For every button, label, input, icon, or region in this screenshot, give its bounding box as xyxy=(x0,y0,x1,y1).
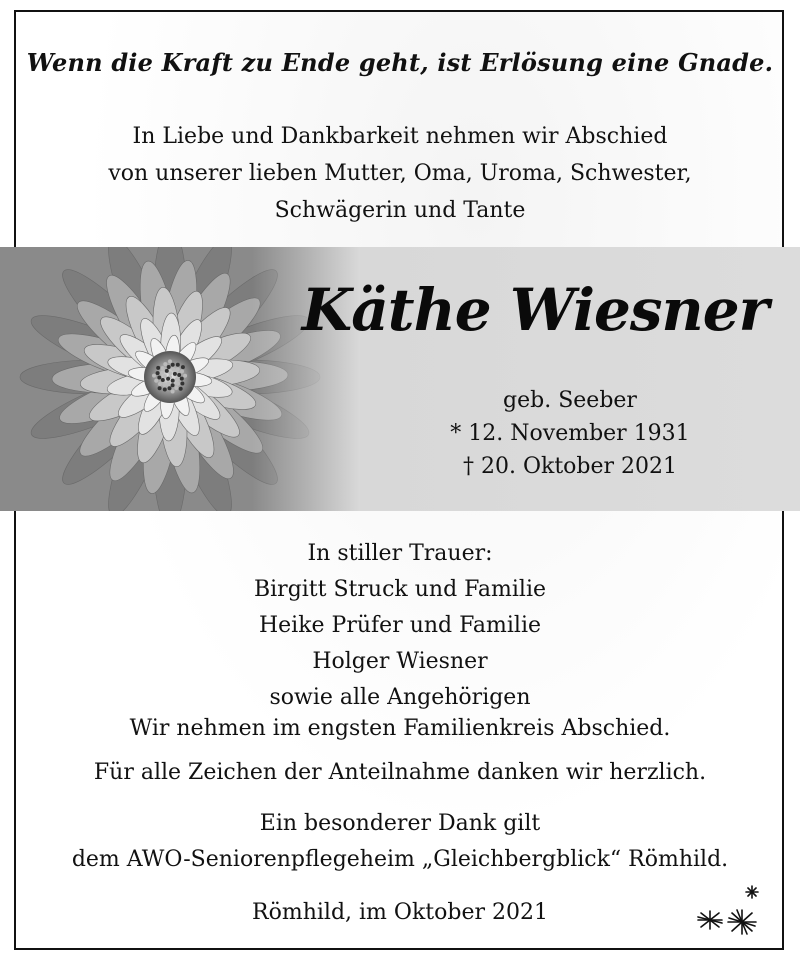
mourner: sowie alle Angehörigen xyxy=(269,685,531,710)
intro-text xyxy=(0,118,800,229)
mourners-list xyxy=(0,536,800,716)
special-thanks xyxy=(0,806,800,878)
thanks-text: Für alle Zeichen der Anteilnahme danken wir herzlich. xyxy=(93,760,707,785)
intro-line: von unserer lieben Mutter, Oma, Uroma, Schwester, xyxy=(108,161,692,186)
maiden-name: geb. Seeber xyxy=(503,388,637,413)
intro-line: In Liebe und Dankbarkeit nehmen wir Abschied xyxy=(132,124,668,149)
special-thanks-line: Ein besonderer Dank gilt xyxy=(259,811,541,836)
place-date: Römhild, im Oktober 2021 xyxy=(252,900,548,925)
farewell-text: Wir nehmen im engsten Familienkreis Abschied. xyxy=(129,716,671,741)
intro-line: Schwägerin und Tante xyxy=(274,198,526,223)
special-thanks-line: dem AWO-Seniorenpflegeheim „Gleichbergblick“ Römhild. xyxy=(71,847,729,872)
mourner: Holger Wiesner xyxy=(312,649,488,674)
mourner: Heike Prüfer und Familie xyxy=(258,613,542,638)
motto: Wenn die Kraft zu Ende geht, ist Erlösung eine Gnade. xyxy=(26,48,774,77)
mourner: Birgitt Struck und Familie xyxy=(253,577,547,602)
deceased-name: Käthe Wiesner xyxy=(301,276,769,344)
pine-sprigs-icon xyxy=(690,878,770,942)
death-date: † 20. Oktober 2021 xyxy=(462,454,678,479)
life-dates xyxy=(400,384,740,483)
mourners-heading: In stiller Trauer: xyxy=(307,541,493,566)
birth-date: * 12. November 1931 xyxy=(450,421,690,446)
